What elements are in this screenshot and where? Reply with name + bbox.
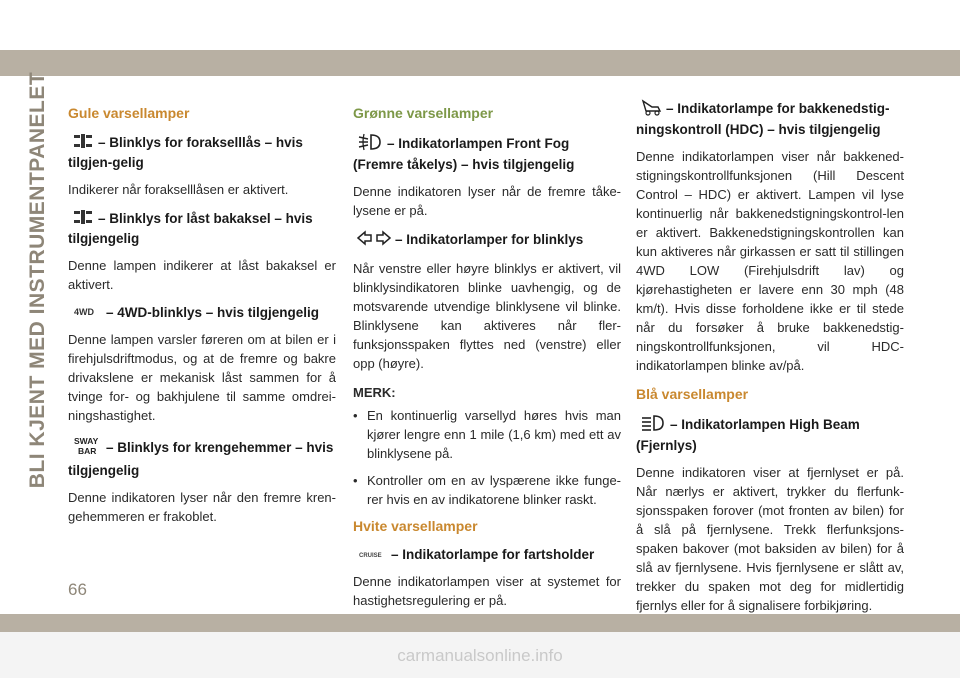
- top-margin: [0, 0, 960, 50]
- item-body: Denne indikatorlampen viser at systemet for hastighetsregulering er på.: [353, 574, 621, 609]
- cruise-icon: [357, 546, 387, 564]
- item-heading-sway-bar: [68, 435, 336, 480]
- cruise-icon-text: CRUISE: [359, 553, 382, 560]
- item-body: Denne indikatoren lyser når den fremre kren-gehemmeren er frakoblet.: [68, 490, 336, 525]
- item-heading-hdc: [636, 98, 904, 139]
- note-heading: MERK:: [353, 385, 396, 400]
- column-1: [68, 98, 336, 536]
- item-heading-4wd: [68, 304, 336, 322]
- front-axle-lock-icon: [72, 133, 94, 154]
- item-heading-turn-signals: [353, 230, 621, 251]
- section-heading-blue: Blå varsellamper: [636, 386, 749, 402]
- item-heading-text: – Blinklys for krengehemmer – hvis tilgjengelig: [68, 440, 334, 479]
- item-heading-rear-axle-lock: [68, 209, 336, 248]
- section-heading-green: Grønne varsellamper: [353, 105, 494, 121]
- side-chapter-title: [18, 71, 58, 489]
- turn-signal-arrows-icon: [357, 230, 391, 251]
- item-heading-text: – Indikatorlampen Front Fog (Fremre tåkelys) – hvis tilgjengelig: [353, 136, 575, 172]
- header-band: [0, 50, 960, 76]
- item-body: Denne lampen indikerer at låst bakaksel er aktivert.: [68, 258, 336, 292]
- item-heading-text: – Blinklys for forakselllås – hvis tilgjen-gelig: [68, 135, 303, 170]
- bullet-dot: •: [353, 473, 358, 488]
- footer-band: [0, 614, 960, 632]
- sway-bar-icon: [72, 435, 102, 462]
- item-body: Når venstre eller høyre blinklys er aktivert, vil blinklysindikatoren blinke uavhengig, og de motsvarende utvendige blinklysene vil blinke. Blinklysene kan aktiveres når fler-funksjonsspaken flyttes ned (venstre) eller opp (høyre).: [353, 261, 621, 371]
- item-body: Denne indikatoren viser at fjernlyset er på. Når nærlys er aktivert, trykker du flerfunk-sjonsspaken forover (mot fronten av bilen) for å slå på fjernlysene. Trekk flerfunksjons-spaken bakover (mot baksiden av bilen) for å slå av fjernlysene. Hvis fjernlysene er slått av, trekker du spaken mot deg for midlertidig fjernlys eller for å signalisere forbikjøring.: [636, 465, 904, 613]
- list-item: [353, 471, 621, 509]
- list-item: [353, 406, 621, 463]
- item-heading-text: – Indikatorlampen High Beam (Fjernlys): [636, 417, 860, 453]
- item-body: Denne lampen varsler føreren om at bilen er i firehjulsdriftmodus, og at de fremre og bakre drivakslene er mekanisk låst sammen for å tvinge for- og bakhjulene til samme omdrei-ningshastighet.: [68, 332, 336, 424]
- item-heading-front-axle-lock: [68, 133, 336, 172]
- hill-descent-icon: [640, 98, 662, 121]
- list-item-text: Kontroller om en av lyspærene ikke funge-rer hvis en av indikatorene blinker raskt.: [367, 473, 621, 507]
- item-body: Indikerer når forakselllåsen er aktivert.: [68, 182, 289, 197]
- page-number: 66: [68, 580, 87, 599]
- sway-bar-icon-line1: SWAY: [74, 436, 99, 447]
- column-2: [353, 98, 621, 620]
- item-heading-text: – Indikatorlampe for bakkenedstig-ningskontroll (HDC) – hvis tilgjengelig: [636, 101, 890, 137]
- high-beam-icon: [640, 414, 666, 437]
- 4wd-icon: [72, 304, 102, 322]
- bullet-dot: •: [353, 408, 358, 423]
- item-heading-cruise: [353, 546, 621, 564]
- item-heading-text: – Indikatorlampe for fartsholder: [391, 547, 595, 562]
- item-body: Denne indikatorlampen viser når bakkened-stigningskontrollfunksjonen (Hill Descent Control – HDC) er aktivert. Lampen vil lyse kontinuerlig når bakkenedstigningskontrol-len er aktivert. Bakkenedstigningskontrollen kan kun aktiveres når girkassen er satt til stillingen 4WD LOW (Firehjulsdrift lav) og kjørehastigheten er lavere enn 30 mph (48 km/t). Hvis disse forholdene ikke er til stede når du forsøker å bruke bakkenedstig-ningskontrollfunksjonen, vil HDC-indikatorlampen blinke av/på.: [636, 149, 904, 373]
- item-heading-text: – Indikatorlamper for blinklys: [395, 232, 584, 248]
- column-3: [636, 98, 904, 625]
- watermark: carmanualsonline.info: [397, 646, 563, 665]
- item-heading-front-fog: [353, 133, 621, 174]
- rear-axle-lock-icon: [72, 209, 94, 230]
- sway-bar-icon-line2: BAR: [78, 446, 97, 457]
- section-heading-yellow: Gule varsellamper: [68, 105, 190, 121]
- item-heading-high-beam: [636, 414, 904, 455]
- 4wd-icon-text: 4WD: [74, 307, 94, 318]
- item-heading-text: – 4WD-blinklys – hvis tilgjengelig: [106, 305, 320, 320]
- item-heading-text: – Blinklys for låst bakaksel – hvis tilgjengelig: [68, 211, 313, 246]
- section-heading-white: Hvite varsellamper: [353, 518, 478, 534]
- list-item-text: En kontinuerlig varsellyd høres hvis man kjører lengre enn 1 mile (1,6 km) med ett av blinklysene på.: [367, 408, 621, 461]
- item-body: Denne indikatoren lyser når de fremre tåke-lysene er på.: [353, 184, 621, 218]
- front-fog-icon: [357, 133, 383, 156]
- side-chapter-title-text: BLI KJENT MED INSTRUMENTPANELET: [26, 71, 50, 489]
